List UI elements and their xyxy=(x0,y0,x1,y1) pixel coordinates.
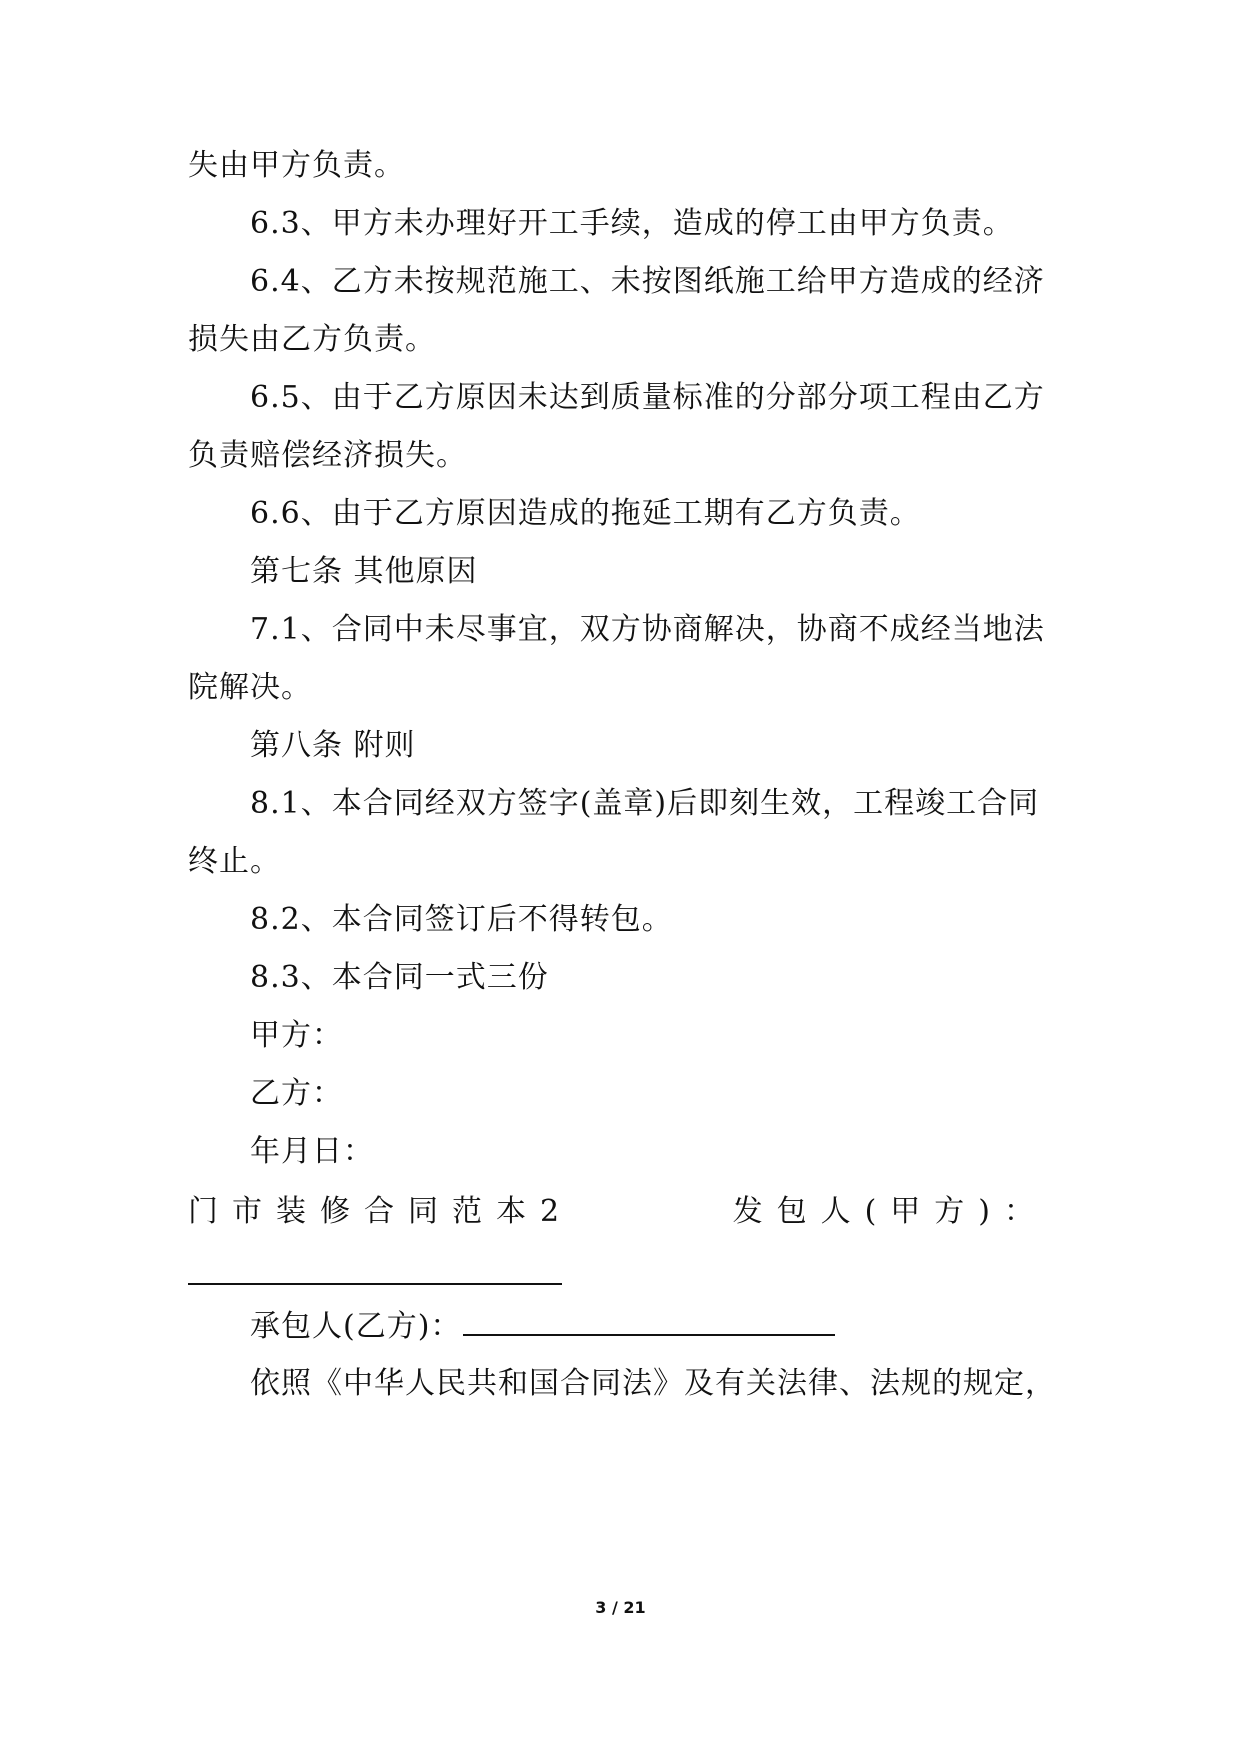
article-7-heading: 第七条 其他原因 xyxy=(250,554,478,589)
clause-6-6: 6.6、由于乙方原因造成的拖延工期有乙方负责。 xyxy=(250,496,921,531)
clause-8-2: 8.2、本合同签订后不得转包。 xyxy=(250,902,673,937)
contract-template-title: 门市装修合同范本2 xyxy=(188,1194,574,1229)
paragraph-line: 终止。 xyxy=(188,844,281,879)
paragraph-line: 院解决。 xyxy=(188,670,312,705)
clause-8-3: 8.3、本合同一式三份 xyxy=(250,960,549,995)
contractor-line xyxy=(250,1306,835,1347)
employer-blank-line xyxy=(188,1283,562,1285)
clause-6-5: 6.5、由于乙方原因未达到质量标准的分部分项工程由乙方 xyxy=(250,380,1045,415)
clause-8-1: 8.1、本合同经双方签字(盖章)后即刻生效，工程竣工合同 xyxy=(250,786,1040,821)
date-label: 年月日： xyxy=(250,1134,374,1169)
contractor-label: 承包人(乙方)： xyxy=(250,1309,462,1344)
party-b-label: 乙方： xyxy=(250,1076,343,1111)
preamble-line: 依照《中华人民共和国合同法》及有关法律、法规的规定， xyxy=(250,1366,1056,1401)
contractor-blank-line xyxy=(463,1306,835,1336)
clause-7-1: 7.1、合同中未尽事宜，双方协商解决，协商不成经当地法 xyxy=(250,612,1045,647)
paragraph-line: 负责赔偿经济损失。 xyxy=(188,438,467,473)
title-and-employer-line xyxy=(188,1192,1048,1232)
clause-6-4: 6.4、乙方未按规范施工、未按图纸施工给甲方造成的经济 xyxy=(250,264,1045,299)
employer-label: 发包人(甲方)： xyxy=(732,1194,1048,1229)
page-number: 3 / 21 xyxy=(595,1598,646,1617)
article-8-heading: 第八条 附则 xyxy=(250,728,416,763)
paragraph-line: 失由甲方负责。 xyxy=(188,148,405,183)
party-a-label: 甲方： xyxy=(250,1018,343,1053)
paragraph-line: 损失由乙方负责。 xyxy=(188,322,436,357)
clause-6-3: 6.3、甲方未办理好开工手续，造成的停工由甲方负责。 xyxy=(250,206,1014,241)
